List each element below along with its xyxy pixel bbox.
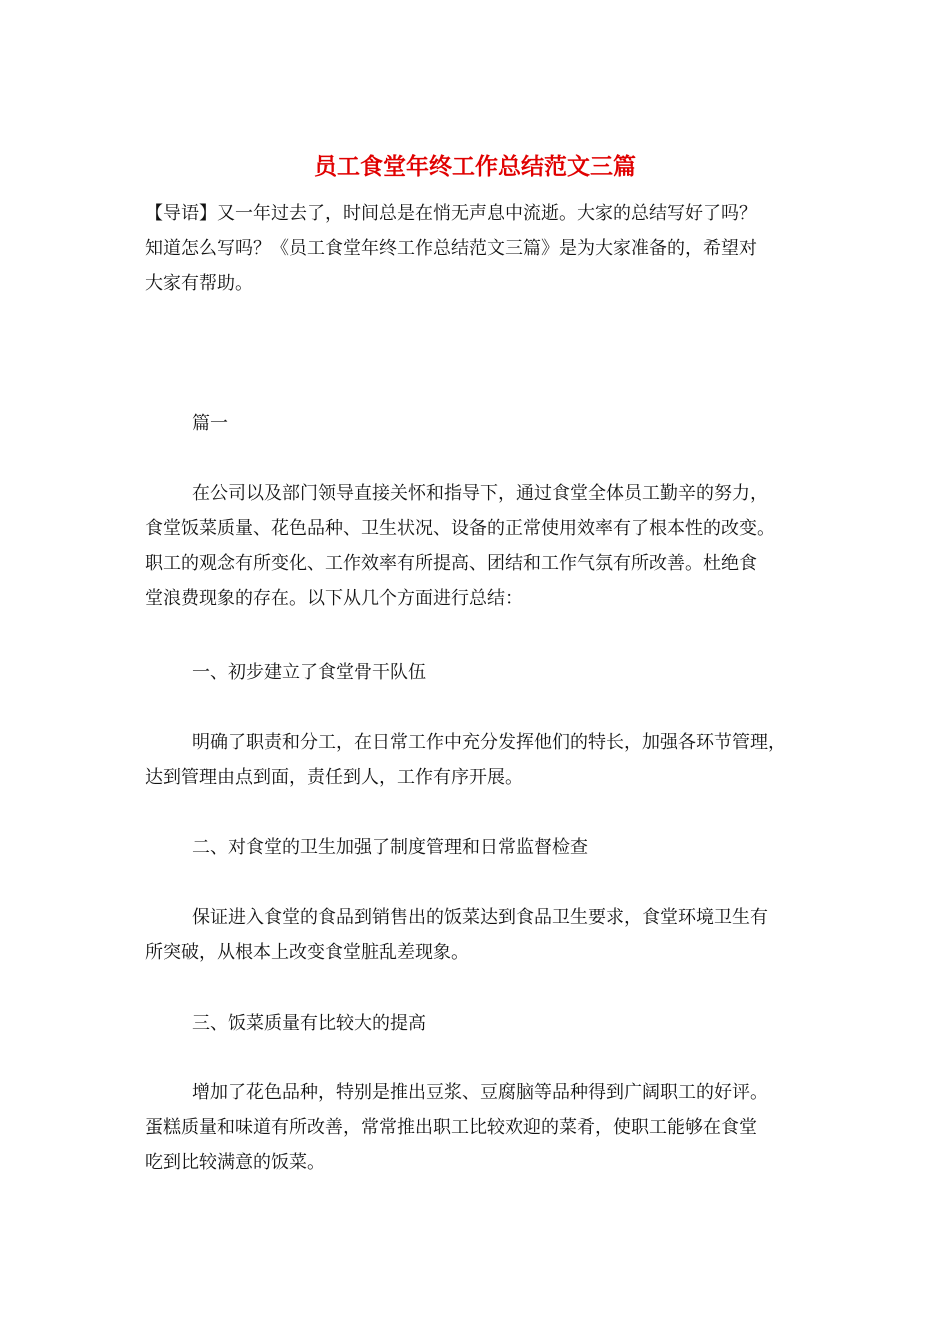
body-paragraph-2 bbox=[145, 725, 825, 795]
body-paragraph-1 bbox=[145, 476, 825, 616]
paragraph-line: 职工的观念有所变化、工作效率有所提高、团结和工作气氛有所改善。杜绝食 bbox=[145, 553, 757, 574]
section-heading bbox=[145, 406, 825, 441]
paragraph-line: 所突破，从根本上改变食堂脏乱差现象。 bbox=[145, 942, 469, 963]
subheading-1 bbox=[145, 655, 825, 690]
paragraph-line: 明确了职责和分工，在日常工作中充分发挥他们的特长，加强各环节管理， bbox=[192, 732, 786, 753]
paragraph-line: 蛋糕质量和味道有所改善，常常推出职工比较欢迎的菜肴，使职工能够在食堂 bbox=[145, 1117, 757, 1138]
intro-paragraph bbox=[145, 196, 825, 301]
paragraph-line: 在公司以及部门领导直接关怀和指导下，通过食堂全体员工勤辛的努力， bbox=[192, 483, 768, 504]
subheading-text: 三、饭菜质量有比较大的提高 bbox=[192, 1013, 426, 1034]
subheading-text: 二、对食堂的卫生加强了制度管理和日常监督检查 bbox=[192, 837, 588, 858]
paragraph-line: 增加了花色品种，特别是推出豆浆、豆腐脑等品种得到广阔职工的好评。 bbox=[192, 1082, 768, 1103]
subheading-3 bbox=[145, 1006, 825, 1041]
body-paragraph-4 bbox=[145, 1075, 825, 1180]
section-label: 篇一 bbox=[192, 413, 228, 434]
subheading-2 bbox=[145, 830, 825, 865]
intro-line: 大家有帮助。 bbox=[145, 273, 253, 294]
body-paragraph-3 bbox=[145, 900, 825, 970]
paragraph-line: 达到管理由点到面，责任到人，工作有序开展。 bbox=[145, 767, 523, 788]
paragraph-line: 保证进入食堂的食品到销售出的饭菜达到食品卫生要求，食堂环境卫生有 bbox=[192, 907, 768, 928]
paragraph-line: 堂浪费现象的存在。以下从几个方面进行总结： bbox=[145, 588, 523, 609]
document-title: 员工食堂年终工作总结范文三篇 bbox=[314, 153, 636, 180]
paragraph-line: 食堂饭菜质量、花色品种、卫生状况、设备的正常使用效率有了根本性的改变。 bbox=[145, 518, 775, 539]
intro-line: 【导语】又一年过去了，时间总是在悄无声息中流逝。大家的总结写好了吗？ bbox=[145, 203, 757, 224]
subheading-text: 一、初步建立了食堂骨干队伍 bbox=[192, 662, 426, 683]
paragraph-line: 吃到比较满意的饭菜。 bbox=[145, 1152, 325, 1173]
intro-line: 知道怎么写吗？《员工食堂年终工作总结范文三篇》是为大家准备的，希望对 bbox=[145, 238, 757, 259]
